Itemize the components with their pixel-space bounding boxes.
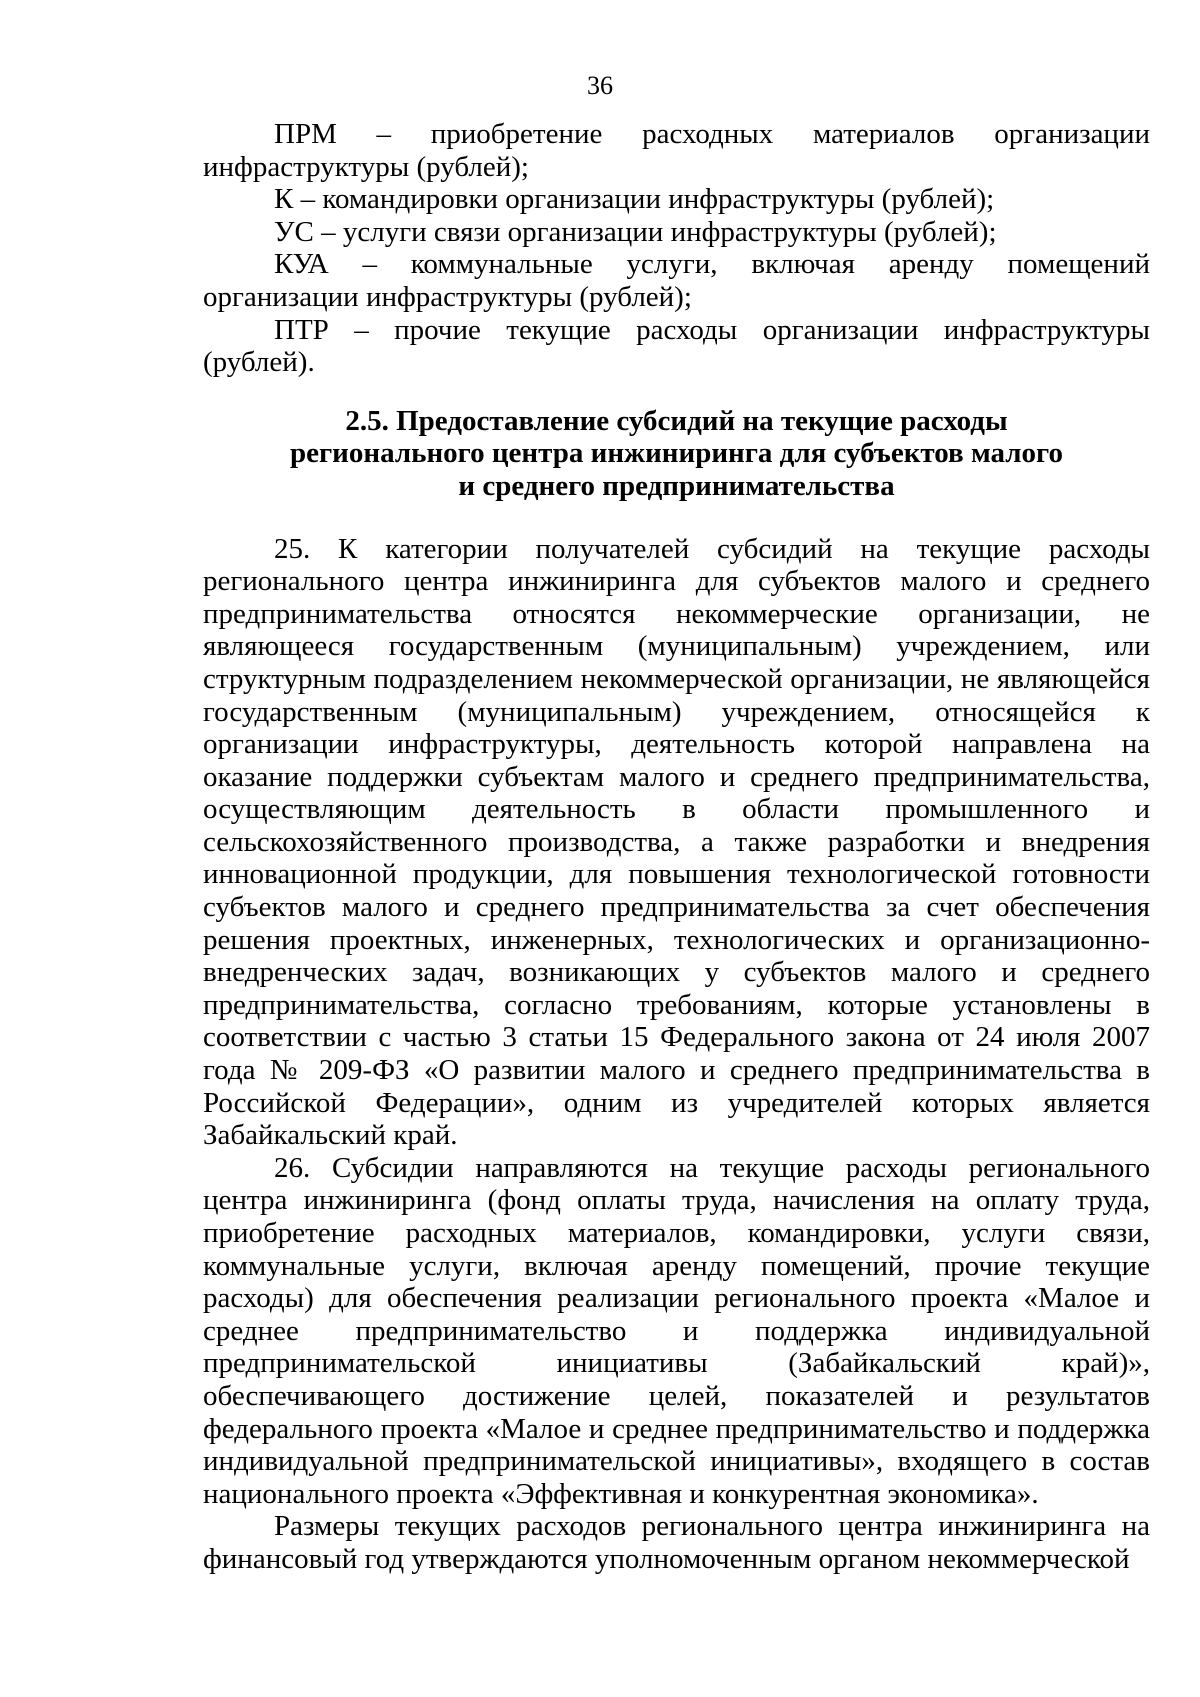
- section-heading-line: регионального центра инжиниринга для субъектов малого: [290, 437, 1063, 470]
- definition-ptr: ПТР – прочие текущие расходы организации инфраструктуры (рублей).: [203, 313, 1150, 379]
- page-content: [203, 118, 1150, 1576]
- paragraph-26: 26. Субсидии направляются на текущие расходы регионального центра инжиниринга (фонд оплаты труда, начисления на оплату труда, приобретение расходных материалов, командировки, услуги связи, коммунальные услуги, включая аренду помещений, прочие текущие расходы) для обеспечения реализации регионального проекта «Малое и среднее предпринимательство и поддержка индивидуальной предпринимательской инициативы (Забайкальский край)», обеспечивающего достижение целей, показателей и результатов федерального проекта «Малое и среднее предпринимательство и поддержка индивидуальной предпринимательской инициативы», входящего в состав национального проекта «Эффективная и конкурентная экономика».: [203, 1151, 1150, 1510]
- definition-prm: ПРМ – приобретение расходных материалов организации инфраструктуры (рублей);: [203, 118, 1150, 183]
- section-heading-line: 2.5. Предоставление субсидий на текущие расходы: [345, 404, 1008, 437]
- definition-kua: КУА – коммунальные услуги, включая аренду помещений организации инфраструктуры (рублей);: [203, 248, 1150, 313]
- section-heading-line: и среднего предпринимательства: [458, 469, 895, 502]
- paragraph-25: 25. К категории получателей субсидий на текущие расходы регионального центра инжиниринга для субъектов малого и среднего предпринимательства относятся некоммерческие организации, не являющееся государственным (муниципальным) учреждением, или структурным подразделением некоммерческой организации, не являющейся государственным (муниципальным) учреждением, относящейся к организации инфраструктуры, деятельность которой направлена на оказание поддержки субъектам малого и среднего предпринимательства, осуществляющим деятельность в области промышленного и сельскохозяйственного производства, а также разработки и внедрения инновационной продукции, для повышения технологической готовности субъектов малого и среднего предпринимательства за счет обеспечения решения проектных, инженерных, технологических и организационно-внедренческих задач, возникающих у субъектов малого и среднего предпринимательства, согласно требованиям, которые установлены в соответствии с частью 3 статьи 15 Федерального закона от 24 июля 2007 года № 209-ФЗ «О развитии малого и среднего предпринимательства в Российской Федерации», одним из учредителей которых является Забайкальский край.: [203, 532, 1150, 1152]
- section-heading: [203, 405, 1150, 503]
- page-number: 36: [587, 71, 613, 100]
- definition-us: УС – услуги связи организации инфраструктуры (рублей);: [274, 215, 997, 248]
- definition-k: К – командировки организации инфраструктуры (рублей);: [274, 183, 995, 216]
- paragraph-expense-sizes: Размеры текущих расходов регионального центра инжиниринга на финансовый год утверждаются уполномоченным органом некоммерческой: [203, 1510, 1150, 1575]
